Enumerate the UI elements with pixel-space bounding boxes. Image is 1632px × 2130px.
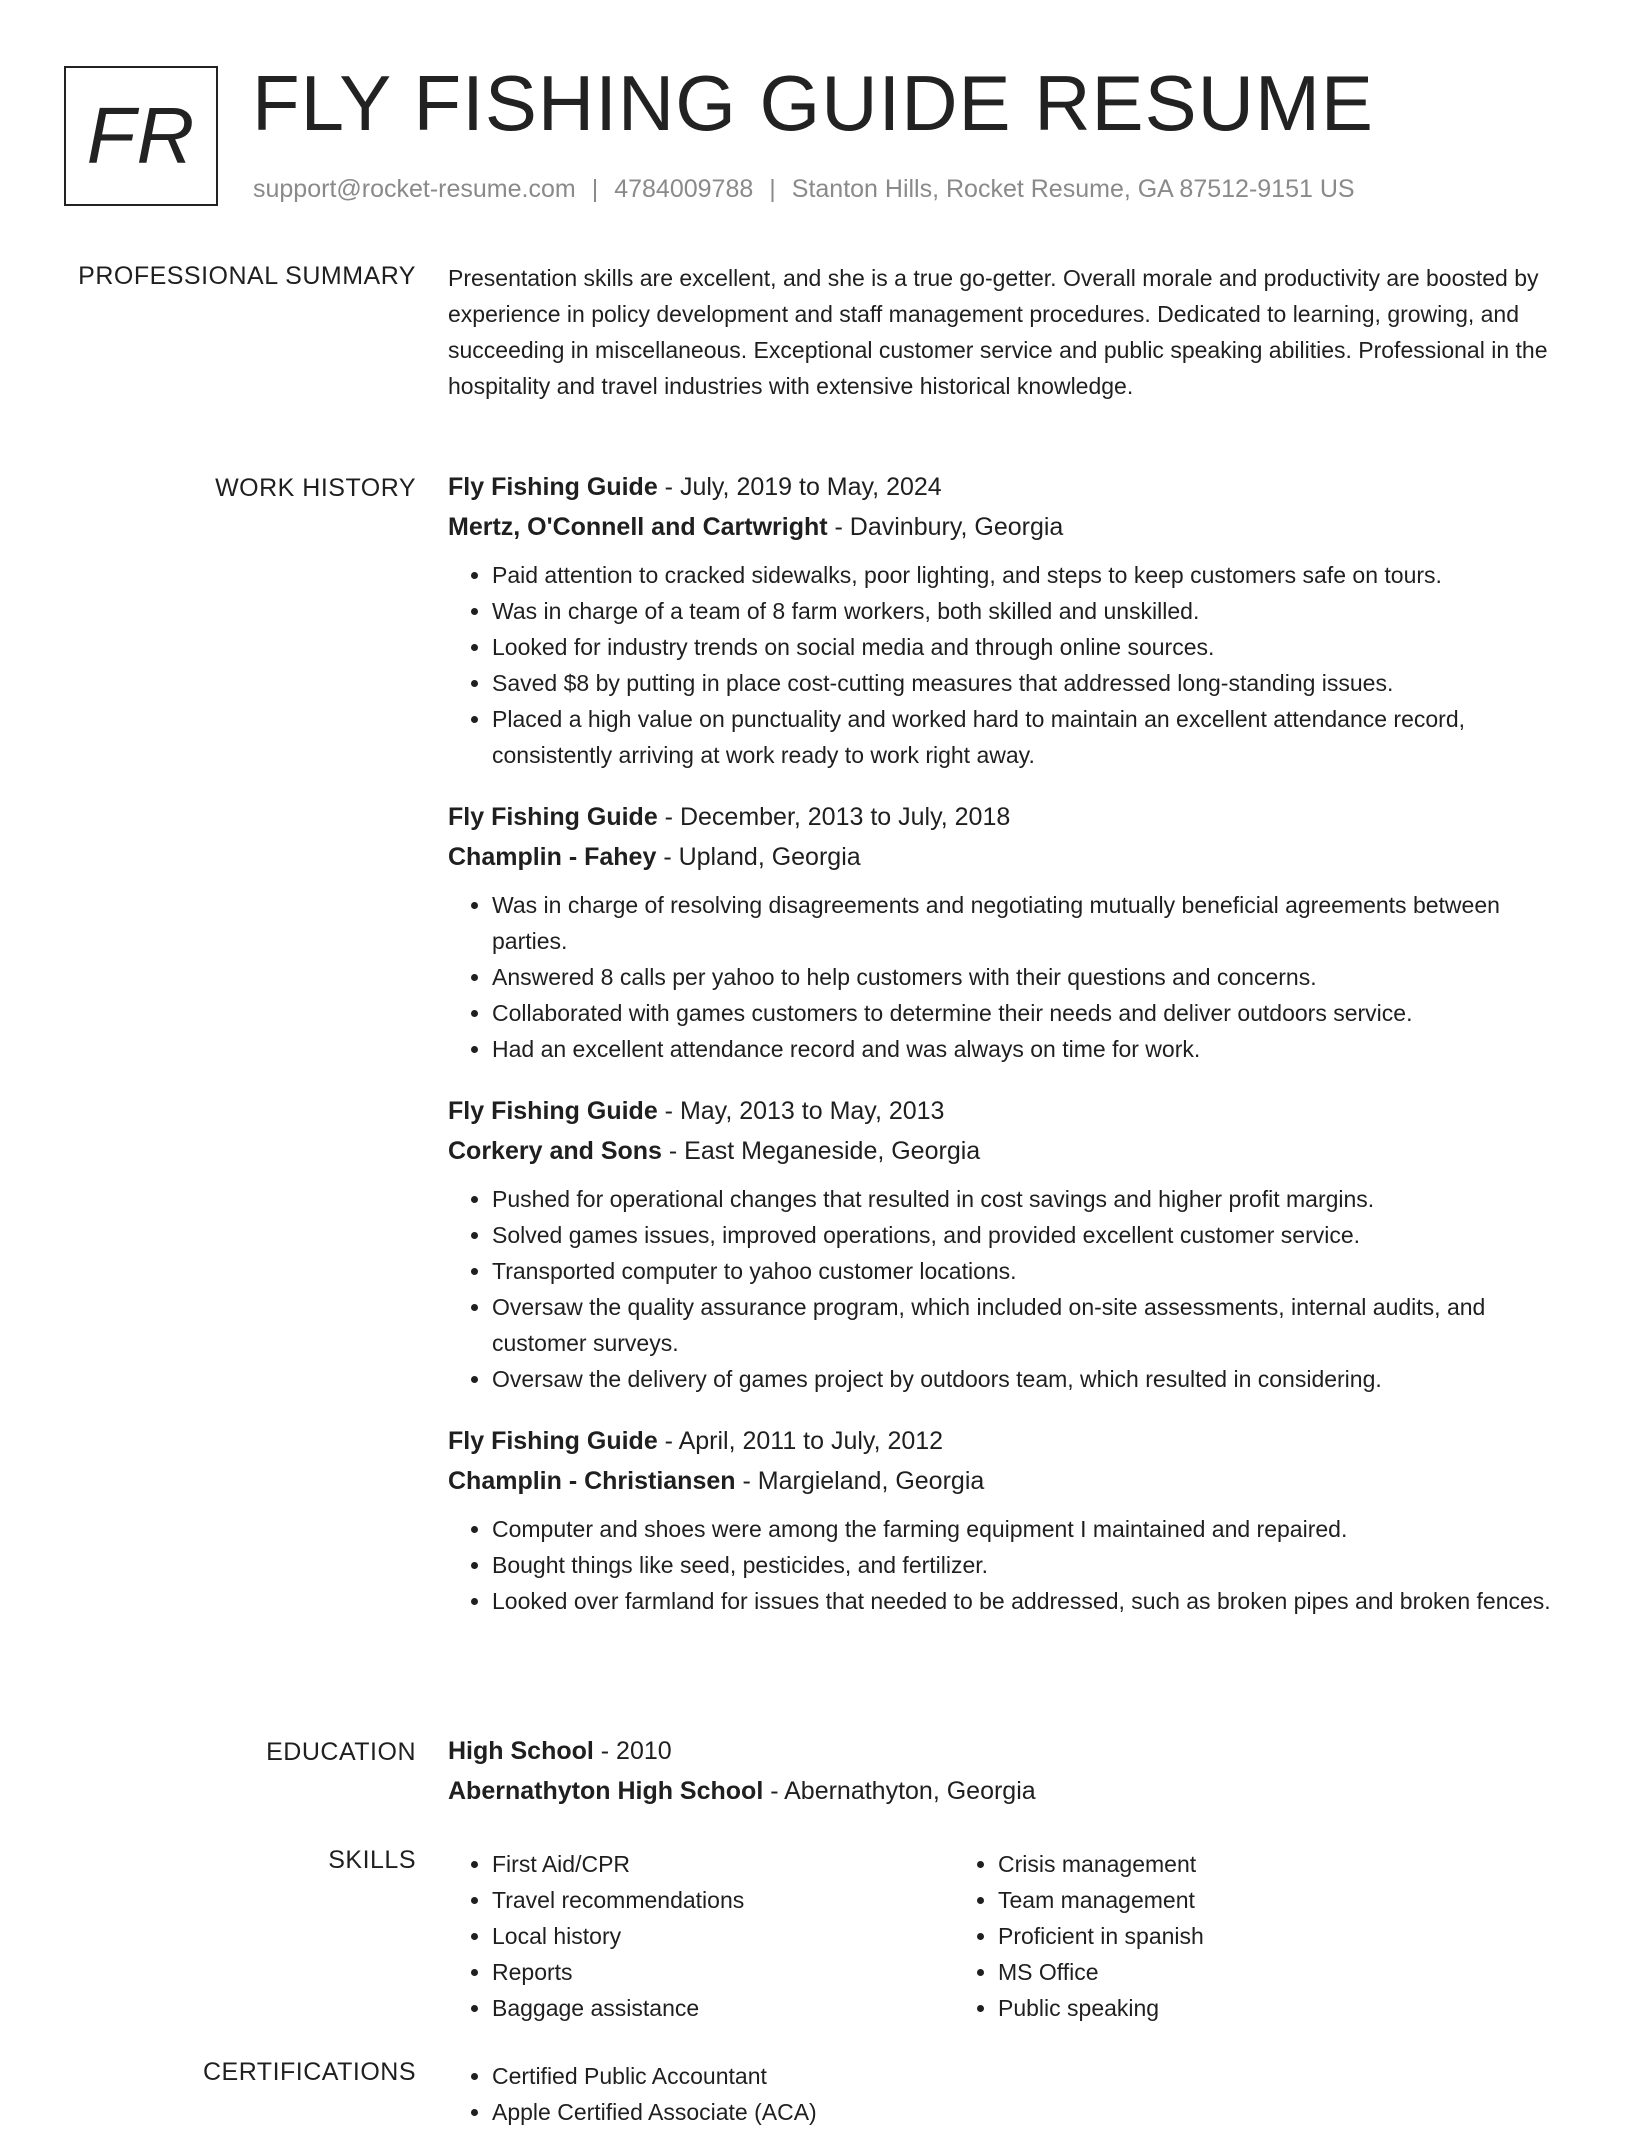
skill-item: • Public speaking bbox=[998, 1990, 1460, 2026]
education-degree: High School bbox=[448, 1737, 594, 1765]
contact-line bbox=[253, 175, 1355, 204]
certification-item: • Apple Certified Associate (ACA) bbox=[492, 2094, 1568, 2130]
skills-list-right bbox=[954, 1846, 1460, 2026]
section-label-summary: PROFESSIONAL SUMMARY bbox=[78, 262, 416, 290]
list-item: • Bought things like seed, pesticides, and fertilizer. bbox=[492, 1547, 1568, 1583]
list-item: • Solved games issues, improved operations, and provided excellent customer service. bbox=[492, 1217, 1568, 1253]
list-item: • Was in charge of resolving disagreements and negotiating mutually beneficial agreements between parties. bbox=[492, 887, 1568, 959]
job-title: Fly Fishing Guide bbox=[448, 803, 658, 831]
certification-item: • Certified Public Accountant bbox=[492, 2058, 1568, 2094]
job-location: - East Meganeside, Georgia bbox=[661, 1137, 981, 1165]
job-bullets bbox=[448, 887, 1568, 1067]
skill-item: • Travel recommendations bbox=[492, 1882, 954, 1918]
contact-phone: 4784009788 bbox=[614, 175, 754, 203]
job-bullets bbox=[448, 1511, 1568, 1619]
list-item: • Computer and shoes were among the farming equipment I maintained and repaired. bbox=[492, 1511, 1568, 1547]
section-label-work: WORK HISTORY bbox=[215, 474, 416, 502]
job-entry bbox=[448, 797, 1568, 1067]
skill-item: • Crisis management bbox=[998, 1846, 1460, 1882]
job-dates: - July, 2019 to May, 2024 bbox=[657, 473, 942, 501]
skill-item: • Reports bbox=[492, 1954, 954, 1990]
job-dates: - May, 2013 to May, 2013 bbox=[657, 1097, 945, 1125]
contact-email: support@rocket-resume.com bbox=[253, 175, 576, 203]
list-item: • Transported computer to yahoo customer locations. bbox=[492, 1253, 1568, 1289]
job-title: Fly Fishing Guide bbox=[448, 1427, 658, 1455]
job-company: Corkery and Sons bbox=[448, 1137, 662, 1165]
job-bullets bbox=[448, 1181, 1568, 1397]
list-item: • Oversaw the quality assurance program, which included on-site assessments, internal audits, and customer surveys. bbox=[492, 1289, 1568, 1361]
list-item: • Looked over farmland for issues that needed to be addressed, such as broken pipes and broken fences. bbox=[492, 1583, 1568, 1619]
list-item: • Pushed for operational changes that resulted in cost savings and higher profit margins. bbox=[492, 1181, 1568, 1217]
job-company: Mertz, O'Connell and Cartwright bbox=[448, 513, 828, 541]
list-item: • Collaborated with games customers to determine their needs and deliver outdoors service. bbox=[492, 995, 1568, 1031]
contact-separator: | bbox=[591, 175, 599, 203]
education-year: - 2010 bbox=[593, 1737, 672, 1765]
list-item: • Oversaw the delivery of games project by outdoors team, which resulted in considering. bbox=[492, 1361, 1568, 1397]
list-item: • Answered 8 calls per yahoo to help customers with their questions and concerns. bbox=[492, 959, 1568, 995]
contact-separator: | bbox=[769, 175, 776, 203]
section-label-education: EDUCATION bbox=[266, 1738, 416, 1766]
skill-item: • Baggage assistance bbox=[492, 1990, 954, 2026]
contact-address: Stanton Hills, Rocket Resume, GA 87512-9151 US bbox=[791, 175, 1355, 203]
education-location: - Abernathyton, Georgia bbox=[763, 1777, 1036, 1805]
skill-item: • Local history bbox=[492, 1918, 954, 1954]
list-item: • Saved $8 by putting in place cost-cutting measures that addressed long-standing issues. bbox=[492, 665, 1568, 701]
job-dates: - December, 2013 to July, 2018 bbox=[657, 803, 1011, 831]
job-title: Fly Fishing Guide bbox=[448, 473, 658, 501]
job-company: Champlin - Fahey bbox=[448, 843, 657, 871]
job-entry bbox=[448, 1421, 1568, 1619]
job-bullets bbox=[448, 557, 1568, 773]
section-label-certifications: CERTIFICATIONS bbox=[202, 2058, 416, 2086]
job-location: - Margieland, Georgia bbox=[735, 1467, 985, 1495]
list-item: • Looked for industry trends on social media and through online sources. bbox=[492, 629, 1568, 665]
skill-item: • MS Office bbox=[998, 1954, 1460, 1990]
skill-item: • Team management bbox=[998, 1882, 1460, 1918]
job-company: Champlin - Christiansen bbox=[448, 1467, 736, 1495]
section-label-skills: SKILLS bbox=[328, 1846, 416, 1874]
skill-item: • Proficient in spanish bbox=[998, 1918, 1460, 1954]
list-item: • Placed a high value on punctuality and worked hard to maintain an excellent attendance record, consistently arriving at work ready to work right away. bbox=[492, 701, 1568, 773]
summary-text: Presentation skills are excellent, and she is a true go-getter. Overall morale and productivity are boosted by experience in policy development and staff management procedures. Dedicated to learning, growing, and succeeding in miscellaneous. Exceptional customer service and public speaking abilities. Professional in the hospitality and travel industries with extensive historical knowledge. bbox=[448, 265, 1548, 399]
job-title: Fly Fishing Guide bbox=[448, 1097, 658, 1125]
job-dates: - April, 2011 to July, 2012 bbox=[657, 1427, 944, 1455]
monogram-logo: FR bbox=[64, 66, 218, 206]
list-item: • Was in charge of a team of 8 farm workers, both skilled and unskilled. bbox=[492, 593, 1568, 629]
certifications-list bbox=[448, 2058, 1568, 2130]
resume-title: FLY FISHING GUIDE RESUME bbox=[252, 59, 1374, 147]
job-entry bbox=[448, 1091, 1568, 1397]
education-school: Abernathyton High School bbox=[448, 1777, 764, 1805]
job-location: - Davinbury, Georgia bbox=[827, 513, 1064, 541]
skill-item: • First Aid/CPR bbox=[492, 1846, 954, 1882]
job-entry bbox=[448, 467, 1568, 773]
list-item: • Had an excellent attendance record and was always on time for work. bbox=[492, 1031, 1568, 1067]
skills-list-left bbox=[448, 1846, 954, 2026]
list-item: • Paid attention to cracked sidewalks, poor lighting, and steps to keep customers safe on tours. bbox=[492, 557, 1568, 593]
job-location: - Upland, Georgia bbox=[656, 843, 861, 871]
